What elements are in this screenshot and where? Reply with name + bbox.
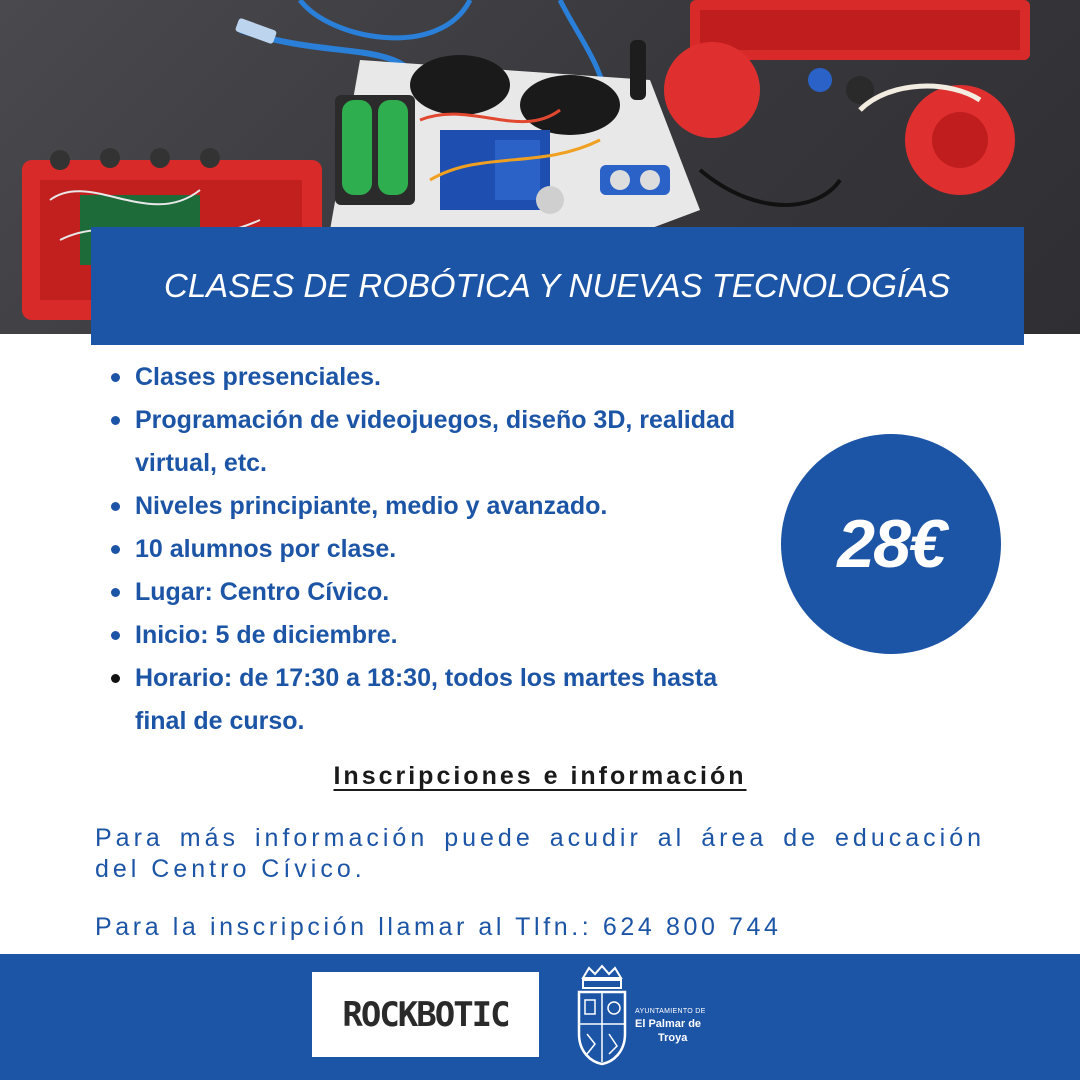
list-item — [108, 356, 768, 399]
bullet-icon — [111, 631, 120, 640]
feature-list — [108, 356, 768, 743]
list-item — [108, 614, 768, 657]
list-item — [108, 399, 768, 485]
phone-line: Para la inscripción llamar al Tlfn.: 624 800 744 — [95, 913, 782, 941]
page-title: CLASES DE ROBÓTICA Y NUEVAS TECNOLOGÍAS — [164, 267, 951, 304]
municipality-name-line2: Troya — [658, 1032, 688, 1044]
bullet-icon — [111, 373, 120, 382]
feature-text: 10 alumnos por clase. — [135, 535, 397, 563]
ayuntamiento-logo — [573, 964, 743, 1066]
bullet-icon — [111, 674, 120, 683]
feature-text: Programación de videojuegos, diseño 3D, realidad virtual, etc. — [135, 406, 736, 477]
inscripciones-heading: Inscripciones e información — [333, 762, 747, 790]
bullet-icon — [111, 416, 120, 425]
municipality-name-line1: El Palmar de — [635, 1018, 702, 1030]
title-banner — [91, 227, 1024, 345]
feature-text: Lugar: Centro Cívico. — [135, 578, 390, 606]
price-label: 28€ — [837, 506, 945, 582]
crest-icon — [573, 964, 631, 1066]
list-item — [108, 485, 768, 528]
list-item — [108, 571, 768, 614]
feature-text: Inicio: 5 de diciembre. — [135, 621, 398, 649]
list-item — [108, 528, 768, 571]
bullet-icon — [111, 502, 120, 511]
ayuntamiento-label: AYUNTAMIENTO DE — [635, 1008, 706, 1015]
feature-text: Clases presenciales. — [135, 363, 381, 391]
info-paragraph: Para más información puede acudir al área de educación del Centro Cívico. — [95, 824, 985, 883]
rockbotic-logo — [312, 972, 539, 1057]
bullet-icon — [111, 588, 120, 597]
bullet-icon — [111, 545, 120, 554]
feature-text: Horario: de 17:30 a 18:30, todos los martes hasta final de curso. — [135, 664, 718, 735]
inscripciones-heading-wrap — [0, 762, 1080, 791]
list-item — [108, 657, 768, 743]
feature-text: Niveles principiante, medio y avanzado. — [135, 492, 608, 520]
footer-bar — [0, 954, 1080, 1080]
price-badge — [781, 434, 1001, 654]
rockbotic-logo-text: ROCKBOTIC — [342, 994, 509, 1035]
